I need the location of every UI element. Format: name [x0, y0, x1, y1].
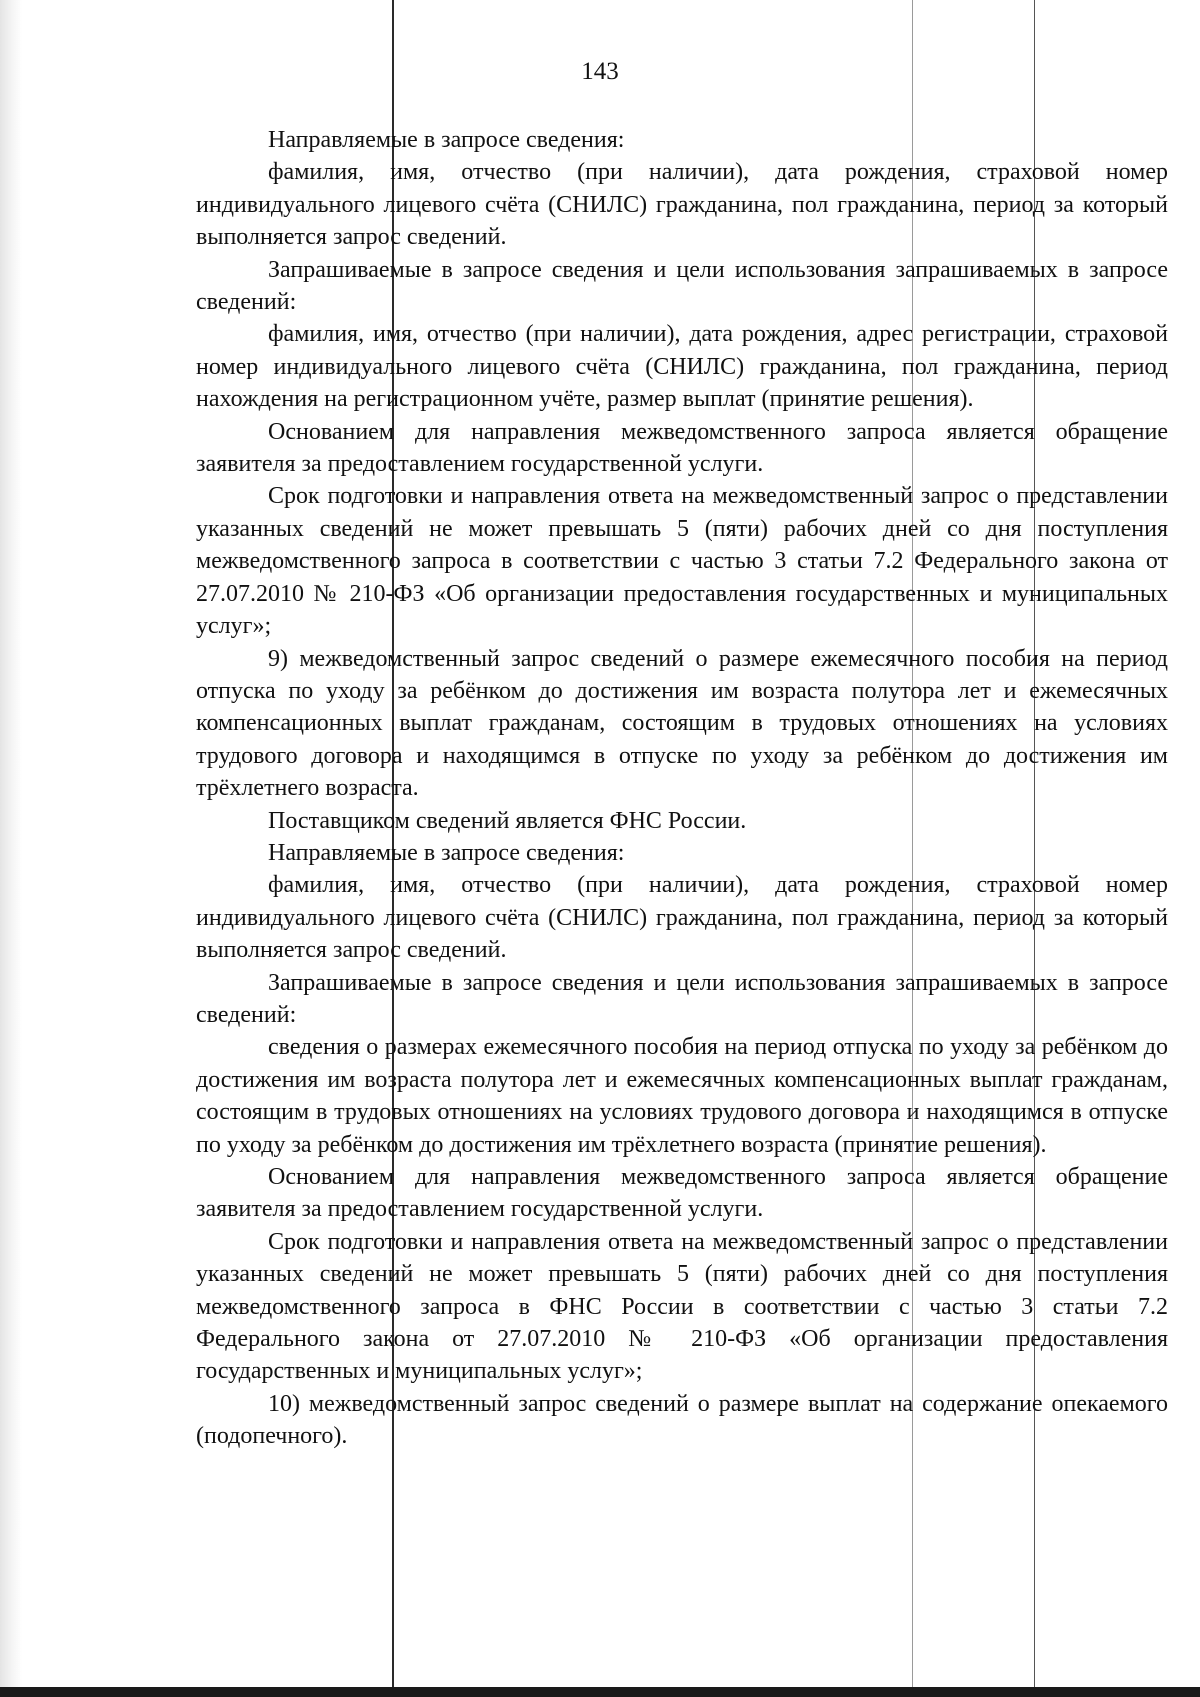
paragraph: 10) межведомственный запрос сведений о размере выплат на содержание опекаемого (подопечного). — [196, 1390, 1168, 1450]
paragraph: Направляемые в запросе сведения: — [268, 839, 625, 866]
scan-edge-left — [0, 0, 22, 1697]
paragraph: фамилия, имя, отчество (при наличии), дата рождения, страховой номер индивидуального лицевого счёта (СНИЛС) гражданина, пол гражданина, период за который выполняется запрос сведений. — [196, 872, 1168, 964]
paragraph: 9) межведомственный запрос сведений о размере ежемесячного пособия на период отпуска по уходу за ребёнком до достижения им возраста полутора лет и ежемесячных компенсационных выплат гражданам, состоящим в трудовых отношениях на условиях трудового договора и находящимся в отпуске по уходу за ребёнком до достижения им трёхлетнего возраста. — [196, 645, 1168, 802]
paragraph: Основанием для направления межведомственного запроса является обращение заявителя за предоставлением государственной услуги. — [196, 1164, 1168, 1223]
paragraph: Срок подготовки и направления ответа на межведомственный запрос о представлении указанных сведений не может превышать 5 (пяти) рабочих дней со дня поступления межведомственного запроса в соответствии с частью 3 статьи 7.2 Федерального закона от 27.07.2010 № 210-ФЗ «Об организации предоставления государственных и муниципальных услуг»; — [196, 483, 1168, 640]
paragraph: Запрашиваемые в запросе сведения и цели использования запрашиваемых в запросе сведений: — [196, 969, 1168, 1028]
page-number: 143 — [581, 58, 619, 85]
document-body — [196, 124, 1168, 1453]
paragraph: сведения о размерах ежемесячного пособия на период отпуска по уходу за ребёнком до достижения им возраста полутора лет и ежемесячных компенсационных выплат гражданам, состоящим в трудовых отношениях на условиях трудового договора и находящимся в отпуске по уходу за ребёнком до достижения им трёхлетнего возраста (принятие решения). — [196, 1034, 1168, 1158]
paragraph: Основанием для направления межведомственного запроса является обращение заявителя за предоставлением государственной услуги. — [196, 418, 1168, 478]
paragraph: Поставщиком сведений является ФНС России. — [268, 807, 747, 834]
paragraph: Запрашиваемые в запросе сведения и цели использования запрашиваемых в запросе сведений: — [196, 256, 1168, 316]
paragraph: фамилия, имя, отчество (при наличии), дата рождения, страховой номер индивидуального лицевого счёта (СНИЛС) гражданина, пол гражданина, период за который выполняется запрос сведений. — [196, 159, 1168, 251]
paragraph: Срок подготовки и направления ответа на межведомственный запрос о представлении указанных сведений не может превышать 5 (пяти) рабочих дней со дня поступления межведомственного запроса в ФНС России в соответствии с частью 3 статьи 7.2 Федерального закона от 27.07.2010 № 210-ФЗ «Об организации предоставления государственных и муниципальных услуг»; — [196, 1228, 1168, 1385]
scan-edge-bottom — [0, 1687, 1200, 1697]
paragraph: Направляемые в запросе сведения: — [268, 127, 625, 153]
paragraph: фамилия, имя, отчество (при наличии), дата рождения, адрес регистрации, страховой номер индивидуального лицевого счёта (СНИЛС) гражданина, пол гражданина, период нахождения на регистрационном учёте, размер выплат (принятие решения). — [196, 321, 1168, 413]
